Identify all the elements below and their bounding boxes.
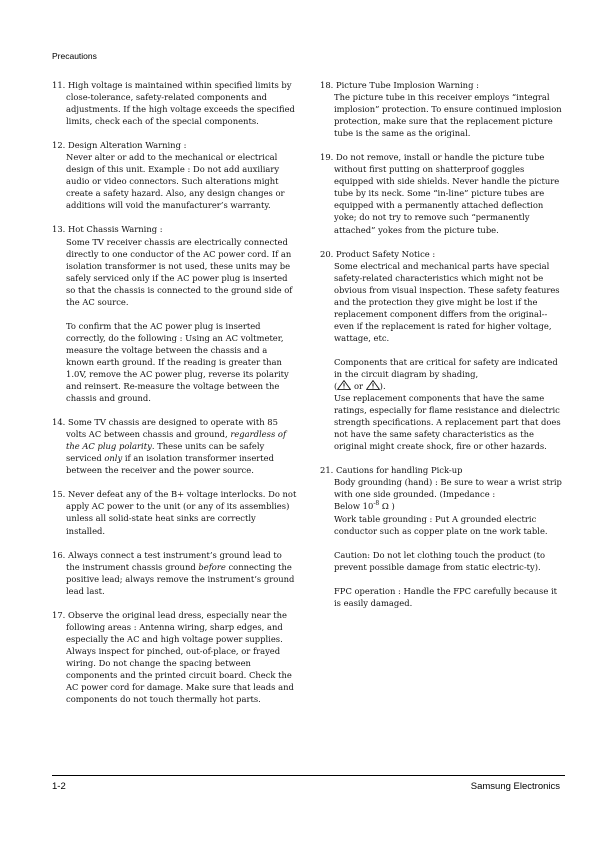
item-20-body-1: Some electrical and mechanical parts have special safety-related characteristics which might not be obvious from visual inspection. These safety features and the protection they give might be lost if the replacement component differs from the original--even if the replacement is rated for higher voltage, wattage, etc. (334, 260, 560, 343)
item-13-body-2: To confirm that the AC power plug is inserted correctly, do the following : Using an AC voltmeter, measure the voltage between the chassis and a known earth ground. If the reading is greater than 1.0V, remove the AC power plug, reverse its polarity and reinsert. Re-measure the voltage between the chassis and ground. (66, 320, 289, 404)
item-21-impedance (334, 500, 564, 512)
item-16-text-a: 16. Always connect a test instrument’s ground lead to the instrument chassis ground (52, 549, 282, 572)
item-20-body-2: Components that are critical for safety are indicated in the circuit diagram by shading, (334, 356, 558, 379)
item-15-text: 15. Never defeat any of the B+ voltage interlocks. Do not apply AC power to the unit (or any of its assemblies) unless all solid-state heat sinks are correctly installed. (52, 489, 297, 536)
item-21-work-table: Work table grounding : Put A grounded electric conductor such as copper plate on tne work table. (334, 513, 548, 536)
item-21-heading: 21. Cautions for handling Pick-up (320, 465, 463, 476)
item-12 (52, 139, 297, 211)
paren-or: or (353, 381, 363, 392)
item-11 (52, 79, 297, 127)
warning-triangle-icon (337, 380, 351, 390)
item-21-fpc: FPC operation : Handle the FPC carefully because it is easily damaged. (334, 585, 557, 608)
item-14-emphasis: regardless of the AC plug polarity (66, 429, 287, 452)
warning-triangle-icon (366, 380, 380, 390)
item-21-body-grounding: Body grounding (hand) : Be sure to wear a wrist strip with one side grounded. (Impedance : (334, 477, 562, 500)
item-18-body: The picture tube in this receiver employs “integral implosion” protection. To ensure continued implosion protection, make sure that the replacement picture tube is the same as the original. (334, 92, 562, 139)
paren-open: ( (334, 381, 338, 392)
item-16-text-b: connecting the positive lead; always remove the instrument’s ground lead last. (66, 561, 295, 596)
item-20 (320, 248, 564, 453)
left-column (52, 79, 297, 717)
item-17-text: 17. Observe the original lead dress, especially near the following areas : Antenna wiring, sharp edges, and especially the AC and high voltage power supplies. Always inspect for pinched, out-of-place, or frayed wiring. Do not change the spacing between components and the printed circuit board. Check the AC power cord for damage. Make sure that leads and components do not touch thermally hot parts. (52, 609, 294, 705)
page-header-section: Precautions (52, 51, 97, 61)
item-12-heading: 12. Design Alteration Warning : (52, 140, 187, 151)
impedance-below: Below 10 (334, 501, 374, 512)
impedance-unit: Ω ) (379, 501, 395, 512)
footer-brand: Samsung Electronics (470, 781, 560, 792)
item-21 (320, 464, 564, 608)
item-14-text-a: 14. Some TV chassis are designed to operate with 85 volts AC between chassis and ground, (52, 417, 278, 440)
footer-rule (52, 775, 565, 776)
item-14-text-b: . These units can be safely serviced (66, 441, 265, 464)
item-13 (52, 223, 297, 404)
item-16 (52, 549, 297, 597)
item-12-body: Never alter or add to the mechanical or electrical design of this unit. Example : Do not add auxiliary audio or video connectors. Such alterations might create a safety hazard. Also, any design changes or additions will void the manufacturer’s warranty. (66, 152, 285, 211)
item-11-text: 11. High voltage is maintained within specified limits by close-tolerance, safety-related components and adjustments. If the high voltage exceeds the specified limits, check each of the special components. (52, 80, 295, 127)
impedance-exponent: -8 (373, 500, 380, 508)
item-13-body-1: Some TV receiver chassis are electrically connected directly to one conductor of the AC power cord. If an isolation transformer is not used, these units may be safely serviced only if the AC power plug is inserted so that the chassis is connected to the ground side of the AC source. (66, 236, 293, 307)
item-16-emphasis: before (198, 561, 226, 572)
item-19 (320, 151, 564, 235)
footer-page-number: 1-2 (52, 781, 66, 792)
paren-close: ). (379, 381, 386, 392)
item-14-text-c: if an isolation transformer inserted between the receiver and the power source. (66, 453, 274, 476)
item-20-body-3: Use replacement components that have the same ratings, especially for flame resistance and dielectric strength specifications. A replacement part that does not have the same safety characteristics as the original might create shock, fire or other hazards. (334, 393, 561, 452)
item-16-text (52, 549, 297, 597)
item-18-heading: 18. Picture Tube Implosion Warning : (320, 80, 479, 90)
item-20-shading-legend (334, 380, 564, 392)
item-13-heading: 13. Hot Chassis Warning : (52, 224, 163, 235)
item-14 (52, 416, 297, 476)
item-21-caution: Caution: Do not let clothing touch the product (to prevent possible damage from static electric-ty). (334, 549, 546, 572)
item-19-text: 19. Do not remove, install or handle the picture tube without first putting on shatterproof goggles equipped with side shields. Never handle the picture tube by its neck. Some “in-line” picture tubes are equipped with a permanently attached deflection yoke; do not try to remove such “permanently attached” yokes from the picture tube. (320, 152, 560, 235)
item-14-text (52, 416, 297, 476)
right-column (320, 79, 564, 621)
item-20-heading: 20. Product Safety Notice : (320, 248, 436, 259)
item-18 (320, 79, 564, 139)
item-15 (52, 488, 297, 536)
item-14-emphasis-only: only (104, 453, 123, 464)
item-17 (52, 609, 297, 705)
